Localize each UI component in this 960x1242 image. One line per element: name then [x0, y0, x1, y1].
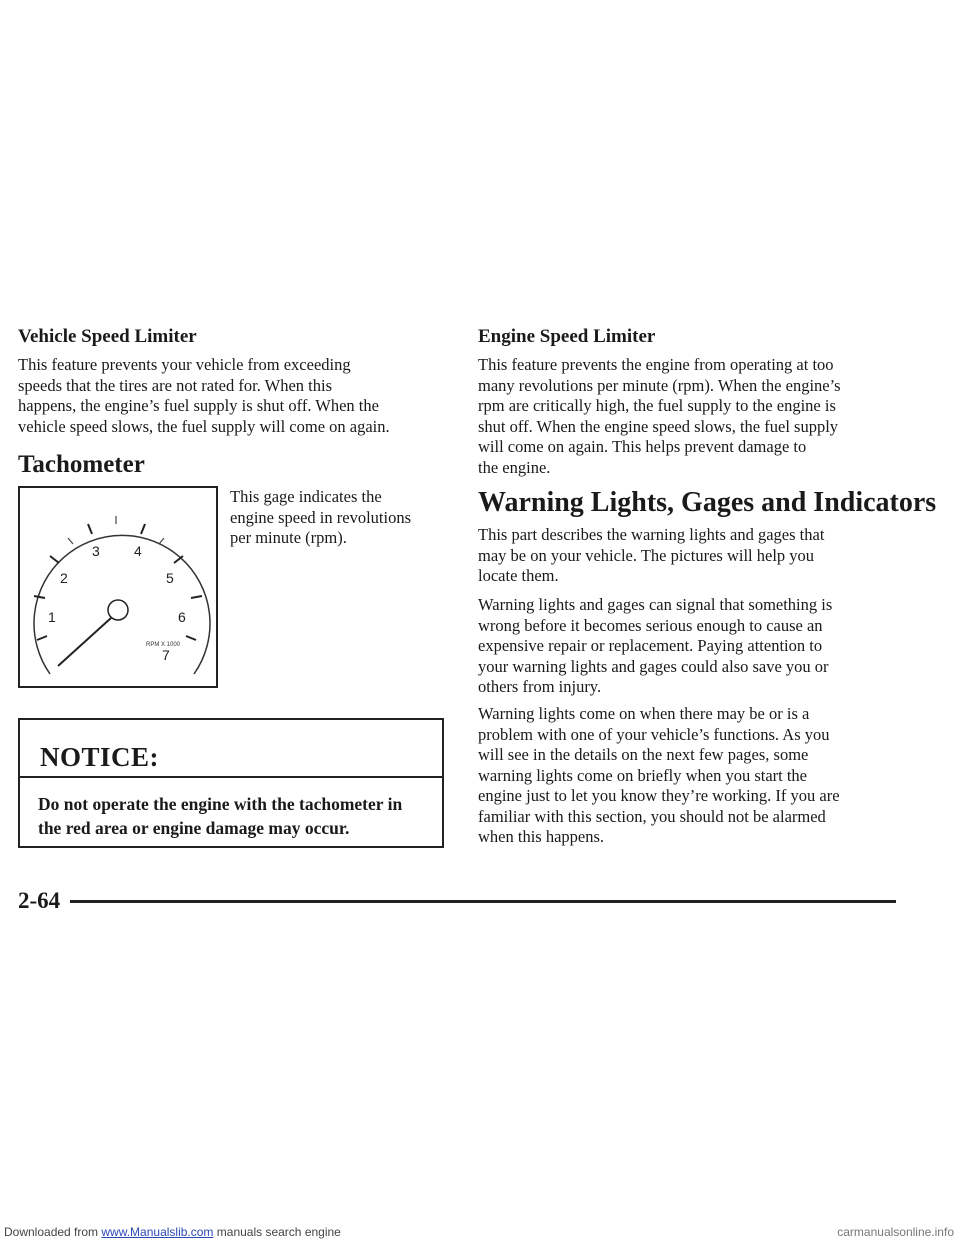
- tach-label-7: 7: [162, 647, 170, 663]
- engine-speed-limiter-heading: Engine Speed Limiter: [478, 326, 656, 347]
- warning-lights-paragraph-3: Warning lights come on when there may be or is a problem with one of your vehicle’s functions. As you will see in the details on the next few pages, some warning lights come on briefly when you start the engine just to let you know they’re working. If you are familiar with this section, you should not be alarmed when this happens.: [478, 704, 840, 846]
- tach-label-1: 1: [48, 609, 56, 625]
- manualslib-link[interactable]: www.Manualslib.com: [101, 1225, 214, 1239]
- watermark-text: carmanualsonline.info: [837, 1225, 954, 1239]
- vehicle-speed-limiter-text: This feature prevents your vehicle from exceeding speeds that the tires are not rated for. When this happens, the engine’s fuel supply is shut off. When the vehicle speed slows, the fuel supply will come on again.: [18, 355, 390, 436]
- warning-lights-heading: Warning Lights, Gages and Indicators: [478, 487, 937, 518]
- tachometer-gauge-icon: [20, 488, 216, 686]
- notice-title: NOTICE:: [40, 742, 160, 772]
- tach-label-2: 2: [60, 570, 68, 586]
- vehicle-speed-limiter-heading: Vehicle Speed Limiter: [18, 326, 197, 347]
- notice-box: [18, 718, 444, 848]
- download-credit: Downloaded from www.Manualslib.com manuals search engine: [4, 1225, 341, 1239]
- footer-rule: [70, 900, 896, 903]
- tach-label-6: 6: [178, 609, 186, 625]
- tachometer-illustration: [18, 486, 218, 688]
- tach-unit-label: RPM X 1000: [146, 642, 181, 648]
- notice-text: Do not operate the engine with the tachometer in the red area or engine damage may occur.: [38, 794, 403, 838]
- tach-label-4: 4: [134, 543, 142, 559]
- engine-speed-limiter-text: This feature prevents the engine from operating at too many revolutions per minute (rpm). When the engine’s rpm are critically high, the fuel supply to the engine is shut off. When the engine speed slows, the fuel supply will come on again. This helps prevent damage to the engine.: [478, 355, 841, 477]
- tach-label-3: 3: [92, 543, 100, 559]
- download-bar: [0, 1222, 960, 1242]
- tachometer-text: This gage indicates the engine speed in revolutions per minute (rpm).: [230, 487, 412, 547]
- page-number: 2-64: [18, 888, 61, 913]
- tachometer-heading: Tachometer: [18, 451, 145, 478]
- tach-label-5: 5: [166, 570, 174, 586]
- warning-lights-paragraph-1: This part describes the warning lights and gages that may be on your vehicle. The pictures will help you locate them.: [478, 525, 825, 585]
- notice-divider: [20, 776, 442, 778]
- warning-lights-paragraph-2: Warning lights and gages can signal that something is wrong before it becomes serious enough to cause an expensive repair or replacement. Paying attention to your warning lights and gages could also save you or others from injury.: [478, 595, 833, 696]
